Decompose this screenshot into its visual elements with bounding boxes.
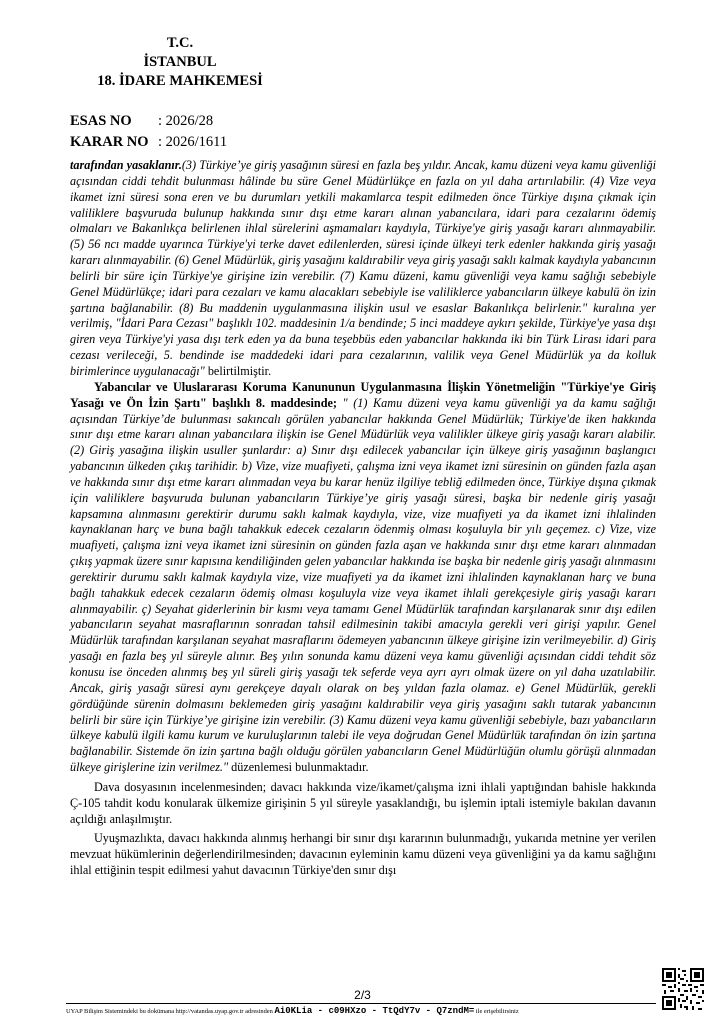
document-body	[70, 158, 656, 879]
esas-value: : 2026/28	[158, 113, 214, 129]
karar-row	[70, 132, 227, 153]
page-number: 2/3	[354, 988, 371, 1002]
paragraph-law-article	[70, 158, 656, 380]
qr-code-icon	[662, 968, 704, 1010]
para1-bold-lead: tarafından yasaklanır.	[70, 158, 182, 172]
para2-tail: düzenlemesi bulunmaktadır.	[228, 760, 369, 775]
header-city: İSTANBUL	[143, 54, 217, 70]
esas-label: ESAS NO	[70, 113, 132, 129]
paragraph-dispute: Uyuşmazlıkta, davacı hakkında alınmış herhangi bir sınır dışı kararının bulunmadığı, yukarıda metnine yer verilen mevzuat hükümlerinin değerlendirilmesinden; davacının eyleminin kamu düzeni veya güvenliğini ya da kamu sağlığını ihlal ettiğinin tespit edilmesi yahut davacının Türkiye'den sınır dışı	[70, 831, 656, 878]
footer-suffix: ile erişebilirsiniz	[474, 1008, 519, 1015]
footer-prefix: UYAP Bilişim Sistemindeki bu dokümana http://vatandas.uyap.gov.tr adresinden	[66, 1008, 275, 1015]
para2-italic-quote: " (1) Kamu düzeni veya kamu güvenliği ya da kamu sağlığı açısından Türkiye’de bulunması sakıncalı görülen yabancılar hakkında Genel Müdürlük; Türkiye'de iken hakkında sınır dışı etme kararı alınan yabancılara ilişkin ise Genel Müdürlük veya valilikler ülkeye giriş yasağı kararı alabilir. (2) Giriş yasağına ilişkin usuller şunlardır: a) Sınır dışı edilecek yabancılar için ülkeye giriş yasağının başlangıcı yabancının ülkeden çıkış tarihidir. b) Vize, vize muafiyeti, çalışma izni veya ikamet izni süresinin on günden fazla aşan ve hakkında sınır dışı etme kararı alınmadan veya bu karar henüz ilgiliye tebliğ edilmeden önce, Türkiye dışına çıkmak için valiliklere başvuruda bulunan yabancıların Türkiye’ye giriş yasağı süresi, başka bir nedenle giriş yasağı kapsamına alınmasını gerektirir durumu saklı kalmak kaydıyla, vize, vize muafiyeti ya da ikamet izni ihlalinden kaynaklanan harç ve buna bağlı tahakkuk edecek cezaların ödenmiş olması koşuluyla bir yılı geçemez. c) Vize, vize muafiyeti, çalışma izni veya ikamet izni süresinin on günden fazla aşan ve hakkında sınır dışı etme kararı alınmadan çıkış yapmak üzere sınır kapısına kendiliğinden gelen yabancılar hakkında ise başka bir nedenle giriş yasağı alınmasını gerektirir durumu saklı kalmak kaydıyla vize, vize muafiyeti ya da ikamet izni ihlalinden kaynaklanan harç ve buna bağlı tahakkuk edecek cezaların ödemiş olması koşuluyla vize veya ikamet ihlali gerekçesiyle giriş yasağı kararı alınmayabilir. ç) Seyahat giderlerinin bir kısmı veya tamamı Genel Müdürlük tarafından karşılanarak sınır dışı edilen yabancıların seyahat masraflarının sonradan tahsil edilmesinin takibi amacıyla gerekli veri girişi yapılır. Genel Müdürlük tarafından karşılanan seyahat masraflarını ödemeyen yabancının ülkeye girişine izin verilmeyebilir. d) Giriş yasağı en fazla beş yıl süreyle alınır. Beş yılın sonunda kamu düzeni veya kamu güvenliği açısından ciddi tehdit söz konusu ise önceden alınmış beş yıl süreli giriş yasağı tek seferde veya ayrı ayrı olmak üzere on yıl daha uzatılabilir. Ancak, giriş yasağı süresi aynı gerekçeye dayalı olarak on beş yıldan fazla olamaz. e) Genel Müdürlük, gerekli gördüğünde sürenin dolmasını beklemeden giriş yasağını kaldırabilir veya giriş yasağını saklı tutarak yabancının belirli bir süre için Türkiye’ye girişine izin verebilir. (3) Kamu düzeni veya kamu güvenliği sebebiyle, bazı yabancıların ülkeye kabulü ilgili kamu kurum ve kuruluşlarının talebi ile veya doğrudan Genel Müdürlük tarafından ön izin şartına bağlanabilir. Sistemde ön izin şartına bağlı olduğu görülen yabancıların Genel Müdürlüğün olumlu görüşü alınmadan ülkeye girişlerine izin verilmez."	[70, 395, 656, 775]
court-header	[70, 34, 290, 91]
para1-italic-quote: (3) Türkiye’ye giriş yasağının süresi en fazla beş yıldır. Ancak, kamu düzeni veya kamu güvenliği açısından ciddi tehdit bulunması hâlinde bu süre Genel Müdürlükçe en fazla on yıl daha artırılabilir. (4) Vize veya ikamet izni süresi sona eren ve bu durumları yetkili makamlarca tespit edilmeden önce Türkiye dışına çıkmak için valiliklere başvuruda bulunup hakkında sınır dışı etme kararı alınan yabancılara, idari para cezalarını ödemiş olmaları ve Bakanlıkça belirlenen ihlal sürelerini aşmamaları kaydıyla, Türkiye'ye giriş yasağı kararı alınmayabilir. (5) 56 ncı madde uyarınca Türkiye'yi terke davet edilenlerden, süresi içinde ülkeyi terk edenler hakkında giriş yasağı kararı alınmayabilir. (6) Genel Müdürlük, giriş yasağını kaldırabilir veya giriş yasağı saklı kalmak kaydıyla yabancının belirli bir süre için Türkiye'ye girişine izin verebilir. (7) Kamu düzeni, kamu güvenliği veya kamu sağlığı sebebiyle Genel Müdürlükçe; idari para cezaları ve kamu alacakları sebebiyle ise valiliklerce yabancıların ülkeye kabulü ön izin şartına bağlanabilir. (8) Bu maddenin uygulanmasına ilişkin usul ve esaslar Bakanlıkça belirlenir." kuralına yer verilmiş, "İdari Para Cezası" başlıklı 102. maddesinin 1/a bendinde; 5 inci maddeye aykırı şekilde, Türkiye'ye yasa dışı giren veya Türkiye'yi yasa dışı terk eden ya da buna teşebbüs eden yabancılar hakkında iki bin Türk Lirası idari para cezası verileceği, 5. bendinde ise maddedeki idari para cezalarının, valilik veya Genel Müdürlük ya da kolluk birimlerince uygulanacağı"	[70, 158, 656, 378]
case-info	[70, 111, 227, 153]
header-court-name: 18. İDARE MAHKEMESİ	[97, 73, 263, 89]
header-republic: T.C.	[166, 35, 194, 51]
paragraph-regulation	[70, 380, 656, 776]
footer-verification	[66, 1006, 666, 1016]
footer-divider	[66, 1003, 656, 1004]
esas-row	[70, 111, 227, 132]
paragraph-case-facts: Dava dosyasının incelenmesinden; davacı hakkında vize/ikamet/çalışma izni ihlali yaptığından bahisle hakkında Ç-105 tahdit kodu konularak ülkemize girişinin 5 yıl süreyle yasaklandığı, bu işlemin iptali istemiyle bakılan davanın açıldığı anlaşılmıştır.	[70, 779, 656, 826]
karar-label: KARAR NO	[70, 134, 149, 150]
para1-tail: belirtilmiştir.	[204, 363, 272, 378]
para2-bold-lead: Yabancılar ve Uluslararası Koruma Kanununun Uygulanmasına İlişkin Yönetmeliğin "Türkiye'ye Giriş Yasağı ve Ön İzin Şartı" başlıklı 8. maddesinde;	[70, 379, 656, 410]
karar-value: : 2026/1611	[158, 134, 228, 150]
verification-code: Ai0KLia - c09HXzo - TtQdY7v - Q7zndM=	[274, 1006, 475, 1016]
